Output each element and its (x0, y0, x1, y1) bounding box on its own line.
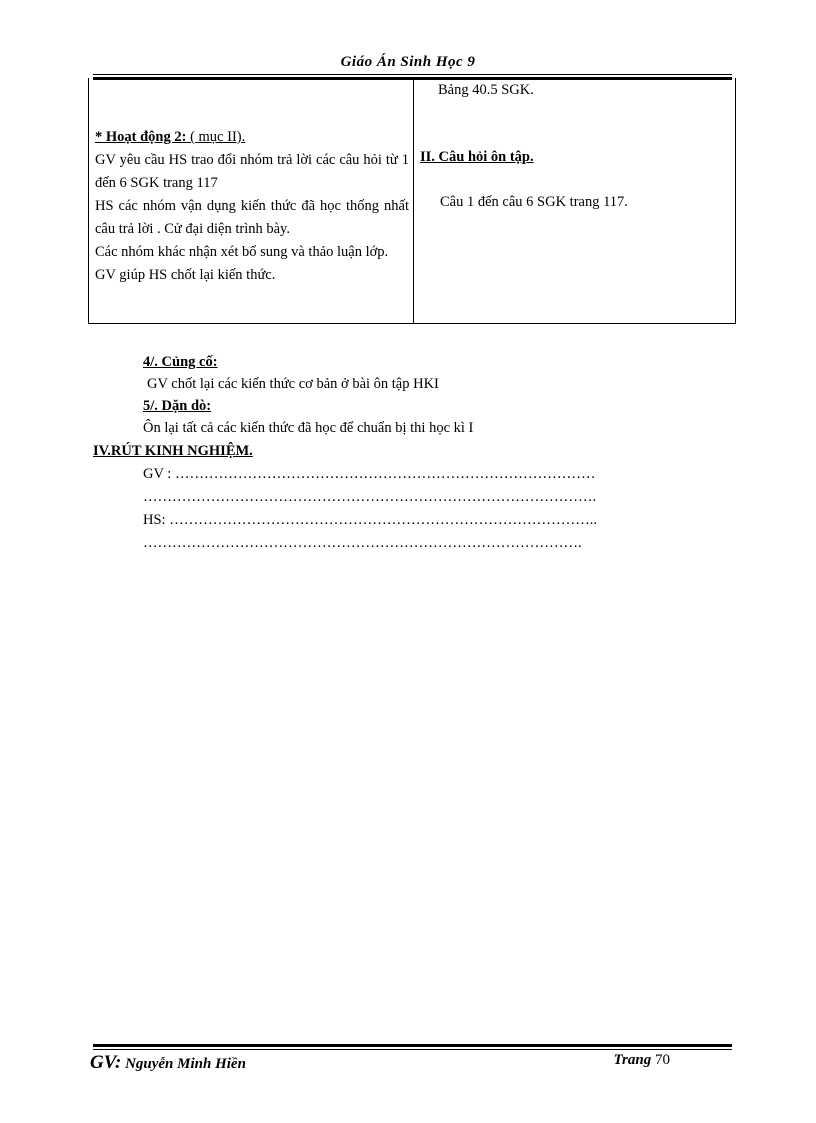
cung-co-title: 4/. Củng cố: (143, 354, 218, 370)
footer-rule-thin (93, 1049, 732, 1050)
footer-page-number: 70 (651, 1052, 670, 1068)
hs-notes-dots: …………………………………………………………………………….. (169, 512, 597, 528)
footer-page (613, 1052, 670, 1069)
gv-notes-line (143, 466, 733, 483)
activity-title-rest: ( mục II). (186, 129, 246, 145)
lesson-table (88, 78, 736, 324)
footer-page-label: Trang (613, 1052, 652, 1068)
dan-do-text: Ôn lại tất cả các kiến thức đã học để chuẩn bị thi học kì I (143, 420, 474, 436)
rut-kinh-nghiem-title: IV.RÚT KINH NGHIỆM. (93, 443, 253, 459)
hs-notes-line (143, 512, 733, 529)
header-title: Giáo Án Sinh Học 9 (340, 54, 476, 70)
activity-line-2: HS các nhóm vận dụng kiến thức đã học thống nhất câu trả lời . Cử đại diện trình bày. (95, 198, 409, 237)
activity-line-1: GV yêu cầu HS trao đổi nhóm trả lời các câu hỏi từ 1 đến 6 SGK trang 117 (95, 152, 409, 191)
gv-notes-label: GV : (143, 466, 172, 482)
cung-co-text: GV chốt lại các kiến thức cơ bản ở bài ôn tập HKI (147, 376, 439, 392)
footer-teacher (90, 1052, 246, 1074)
activity-title-bold: * Hoạt động 2: (95, 129, 187, 145)
bang-reference: Bảng 40.5 SGK. (438, 82, 534, 98)
section-title-cau-hoi: II. Câu hỏi ôn tập. (420, 149, 534, 165)
footer-teacher-name: Nguyễn Minh Hiền (121, 1056, 246, 1072)
footer-rule-thick (93, 1044, 732, 1047)
activity-line-3: Các nhóm khác nhận xét bổ sung và thảo luận lớp. (95, 244, 389, 260)
notes-line-2: …………………………………………………………………………………. (143, 489, 597, 505)
gv-notes-dots: …………………………………………………………………………… (174, 466, 596, 482)
activity-cell (95, 126, 409, 287)
header-rule-thin (93, 74, 732, 75)
activity-title (95, 126, 409, 149)
activity-line-4: GV giúp HS chốt lại kiến thức. (95, 267, 276, 283)
hs-notes-label: HS: (143, 512, 166, 528)
column-divider (413, 78, 414, 323)
cau-hoi-text: Câu 1 đến câu 6 SGK trang 117. (440, 194, 628, 210)
notes-line-4: ………………………………………………………………………………. (143, 535, 582, 551)
dan-do-title: 5/. Dặn dò: (143, 398, 212, 414)
footer-gv-label: GV: (90, 1052, 122, 1073)
